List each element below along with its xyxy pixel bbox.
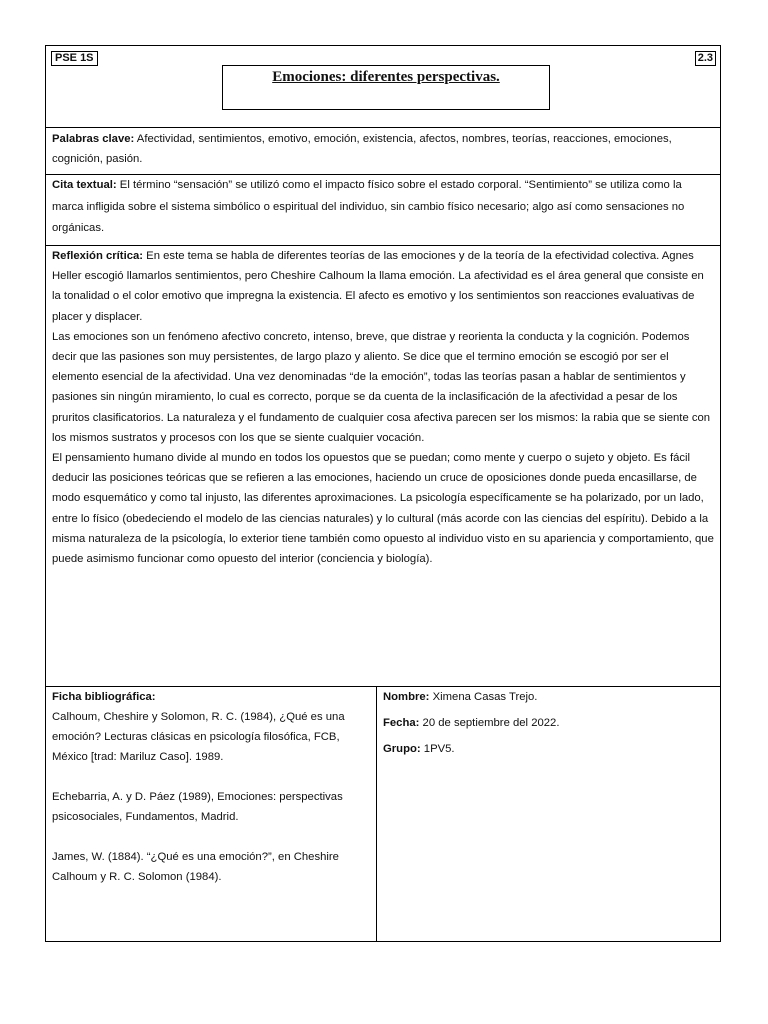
keywords-section	[46, 128, 720, 175]
quote-text	[52, 175, 714, 240]
reflection-text	[52, 246, 714, 569]
reflection-p1-text: En este tema se habla de diferentes teorías de las emociones y de la teoría de la efectividad colectiva. Agnes Heller escogió llamarlos sentimientos, pero Cheshire Calhoum la llama emoción. La afectividad es el área general que consiste en la tonalidad o el color emotivo que impregna la existencia. El afecto es emotivo y los sentimientos son reacciones evaluativas de placer y displacer.	[52, 250, 704, 323]
bibliography-ref-3: James, W. (1884). “¿Qué es una emoción?”, en Cheshire Calhoum y R. C. Solomon (1984).	[52, 851, 339, 883]
course-code: PSE 1S	[51, 51, 98, 66]
student-info-text	[383, 687, 714, 765]
keywords-label: Palabras clave:	[52, 133, 135, 145]
bibliography-text	[52, 687, 370, 887]
title-box	[222, 65, 550, 110]
reflection-paragraph-2: Las emociones son un fenómeno afectivo concreto, intenso, breve, que distrae y reorienta la conducta y la cognición. Podemos decir que las pasiones son muy persistentes, de largo plazo y aliento. Se dice que el termino emoción se escogió por ser el elemento esencial de la afectividad. Una vez denominadas “de la emoción”, todas las teorías pasan a hablar de sentimientos y pasiones sin ningún miramiento, lo cual es correcto, porque se da cuenta de la inclasificación de la afectividad a pesar de los pruritos clasificatorios. La naturaleza y el fundamento de cualquier cosa afectiva parecen ser los mismos: la rabia que se siente con los mismos sustratos y procesos con los que se siente cualquier vocación.	[52, 330, 711, 444]
keywords-text	[52, 130, 714, 169]
quote-label: Cita textual:	[52, 179, 117, 191]
date-value: 20 de septiembre del 2022.	[419, 717, 560, 729]
document-sheet	[45, 45, 721, 942]
bibliography-ref-1: Calhoum, Cheshire y Solomon, R. C. (1984), ¿Qué es una emoción? Lecturas clásicas en psicología filosófica, FCB, México [trad: Mariluz Caso]. 1989.	[52, 711, 345, 763]
group-label: Grupo:	[383, 743, 421, 755]
reflection-paragraph-1	[52, 246, 714, 327]
bibliography-ref-2: Echebarria, A. y D. Páez (1989), Emociones: perspectivas psicosociales, Fundamentos, Madrid.	[52, 791, 343, 823]
bibliography-label: Ficha bibliográfica:	[52, 691, 156, 703]
group-line	[383, 739, 714, 759]
bibliography-cell	[46, 687, 377, 941]
page-title: Emociones: diferentes perspectivas.	[272, 69, 500, 85]
keywords-value: Afectividad, sentimientos, emotivo, emoción, existencia, afectos, nombres, teorías, reacciones, emociones, cognición, pasión.	[52, 133, 672, 165]
student-name-label: Nombre:	[383, 691, 430, 703]
group-value: 1PV5.	[420, 743, 455, 755]
quote-value: El término “sensación” se utilizó como el impacto físico sobre el estado corporal. “Sentimiento” se utiliza como la marca infligida sobre el sistema simbólico o espiritual del individuo, sin cambio físico necesario; algo así como sensaciones no orgánicas.	[52, 179, 685, 234]
date-label: Fecha:	[383, 717, 420, 729]
bottom-section	[46, 687, 720, 941]
reflection-label: Reflexión crítica:	[52, 250, 144, 262]
header-row	[46, 46, 720, 128]
date-line	[383, 713, 714, 733]
quote-section	[46, 175, 720, 246]
reflection-section	[46, 246, 720, 687]
reflection-paragraph-3: El pensamiento humano divide al mundo en todos los opuestos que se puedan; como mente y cuerpo o sujeto y objeto. Es fácil deducir las posiciones teóricas que se refieren a las emociones, haciendo un cruce de oposiciones donde pueda encasillarse, de modo esquemático y como tal injusto, las diferentes aproximaciones. La psicología específicamente se ha polarizado, por un lado, entre lo físico (obedeciendo el modelo de las ciencias naturales) y lo cultural (más acorde con las ciencias del espíritu). Debido a la misma naturaleza de la psicología, lo exterior tiene también como opuesto al individuo visto en su apariencia y comportamiento, que puede asimismo funcionar como opuesto del interior (conciencia y biología).	[52, 452, 714, 566]
unit-number: 2.3	[695, 51, 716, 66]
student-info-cell	[377, 687, 720, 941]
student-name: Ximena Casas Trejo.	[429, 691, 538, 703]
student-name-line	[383, 687, 714, 707]
